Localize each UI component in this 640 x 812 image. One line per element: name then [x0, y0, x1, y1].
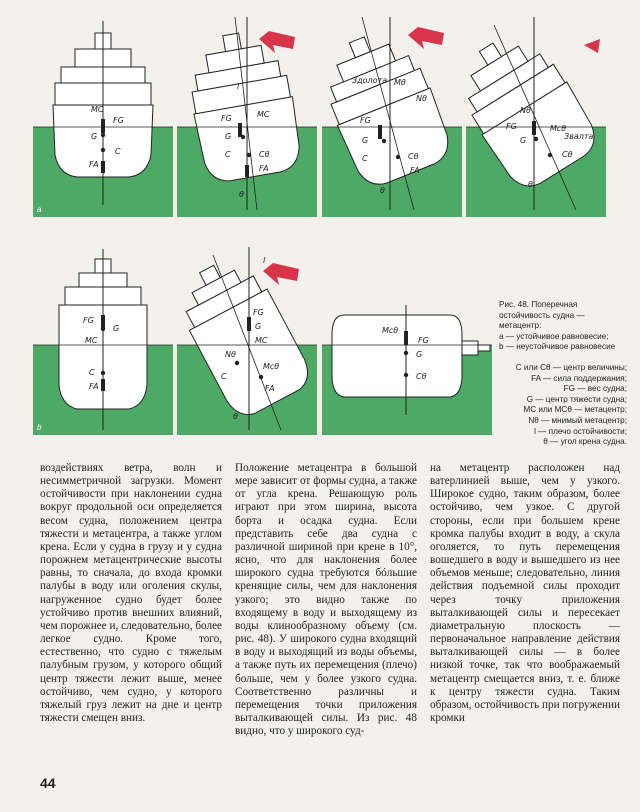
label-theta: θ: [233, 412, 238, 421]
legend-item: FA — сила поддержания;: [531, 373, 627, 383]
caption-b: b — неустойчивое равновесие: [499, 342, 616, 352]
label-fa: FA: [410, 166, 420, 175]
label-theta: θ: [239, 190, 244, 199]
caption-a: а — устойчивое равновесие;: [499, 331, 609, 341]
label-fa: FA: [259, 164, 269, 173]
label-fg: FG: [253, 308, 264, 317]
figure-caption: [499, 300, 627, 448]
text-column-1: [40, 462, 222, 725]
label-c: C: [89, 368, 95, 377]
label-fg: FG: [221, 114, 232, 123]
label-g: G: [255, 322, 262, 331]
label-fa: FA: [265, 384, 275, 393]
label-ctheta: Cθ: [562, 150, 573, 159]
panel-letter-a: a: [37, 205, 42, 214]
label-g: G: [362, 136, 369, 145]
label-ntheta: Nθ: [520, 106, 531, 115]
page-number: 44: [40, 775, 56, 791]
legend-item: MC или MCθ — метацентр;: [523, 405, 627, 415]
figure-b1: [33, 245, 173, 435]
label-fg: FG: [418, 336, 429, 345]
label-mc: MC: [85, 336, 98, 345]
label-ntheta: Nθ: [225, 350, 236, 359]
label-mc: MC: [91, 105, 104, 114]
paragraph: воздействиях ветра, волн и несимметричной загрузки. Момент остойчивости при наклонении судна вокруг продольной оси определяется весом судна, положением центра тяжести и метацентра, а также углом крена. Если у судна в грузу и у судна порожнем метацентрические высоты равны, то сначала, до входа кромки палубы в воду или оголения скулы, нагруженное судно будет более устойчиво против внешних влияний, чем порожнее и, следовательно, более легкое судно. Кроме того, естественно, что судно с тяжелым палубным грузом, у которого общий центр тяжести лежит выше, менее остойчиво, чем судно, у которого тяжелый груз лежит на дне и центр тяжести смещен вниз.: [40, 462, 222, 724]
label-mc: MC: [255, 336, 268, 345]
figure-a2: [177, 15, 317, 217]
legend-item: C или Cθ — центр величины;: [515, 362, 627, 372]
legend-item: FG — вес судна;: [563, 384, 627, 394]
caption-legend: [499, 363, 627, 448]
label-mctheta: Mcθ: [550, 124, 567, 133]
text-column-2: [235, 462, 417, 738]
label-c: C: [221, 372, 227, 381]
text-column-3: [430, 462, 620, 725]
label-fg: FG: [360, 116, 371, 125]
legend-item: l — плечо остойчивости;: [534, 426, 627, 436]
label-g: G: [225, 132, 232, 141]
figure-a3: [322, 15, 462, 217]
figure-b2: [177, 245, 317, 435]
figure-b3: [322, 245, 492, 435]
label-l: l: [263, 256, 266, 265]
label-ctheta: Cθ: [408, 152, 419, 161]
label-l: l: [237, 82, 240, 91]
legend-item: θ — угол крена судна.: [543, 437, 627, 447]
label-ntheta: Nθ: [416, 94, 427, 103]
label-fa: FA: [89, 160, 99, 169]
label-zvalta: Звалта: [564, 132, 594, 141]
label-mtheta: Mθ: [394, 78, 406, 87]
label-g: G: [113, 324, 120, 333]
label-c: C: [115, 147, 121, 156]
panel-letter-b: b: [37, 423, 42, 432]
paragraph: на метацентр расположен над ватерлинией выше, чем у узкого. Широкое судно, таким образом, более остойчиво, чем узкое. С другой стороны, если при большем крене кромка палубы входит в воду, а скула оголяется, то путь перемещения вошедшего в воду и вышедшего из нее объемов меньше; следовательно, линия действия подъемной силы проходит через точку приложения выталкивающей силы и пересекает диаметральную плоскость — первоначальное направление действия выталкивающей силы — в более низкой точке, так что воображаемый метацентр смещается вниз, т. е. ближе к центру тяжести судна. Таким образом, остойчивость при погружении кромки: [430, 462, 620, 724]
paragraph: Положение метацентра в большой мере зависит от формы судна, а также от угла крена. Решающую роль играют при этом ширина, высота борта и осадка судна. Если представить себе два судна с различной шириной при крене в 10°, ясно, что для наклонения более широкого судна требуются бóльшие кренящие силы, чем для наклонения узкого; это видно также по входящему в воду и выходящему из воды клинообразному объему (см. рис. 48). У широкого судна входящий в воду и выходящий из воды объемы, а также путь их перемещения (плечо) больше, чем у более узкого судна. Соответственно различны и перемещения точки приложения выталкивающей силы. Из рис. 48 видно, что у широкого суд-: [235, 462, 417, 738]
figure-a1: [33, 15, 173, 217]
label-mctheta: Mcθ: [382, 326, 399, 335]
label-fg: FG: [506, 122, 517, 131]
caption-title: Рис. 48. Поперечная остойчивость судна — метацентр:: [499, 300, 585, 331]
label-fg: FG: [113, 116, 124, 125]
legend-item: Nθ — мнимый метацентр;: [528, 415, 627, 425]
label-c: C: [362, 154, 368, 163]
legend-item: G — центр тяжести судна;: [526, 394, 627, 404]
label-fa: FA: [89, 382, 99, 391]
label-c: C: [225, 150, 231, 159]
label-ctheta: Cθ: [416, 372, 427, 381]
label-g: G: [520, 136, 527, 145]
label-ctheta: Cθ: [259, 150, 270, 159]
label-zvaltsa: Здолота: [352, 76, 388, 85]
label-mc: MC: [257, 110, 270, 119]
label-theta: θ: [380, 186, 385, 195]
label-fg: FG: [83, 316, 94, 325]
label-theta: θ: [528, 180, 533, 189]
label-mctheta: Mcθ: [263, 362, 280, 371]
label-g: G: [416, 350, 423, 359]
label-g: G: [91, 132, 98, 141]
figure-a4: [466, 15, 606, 217]
